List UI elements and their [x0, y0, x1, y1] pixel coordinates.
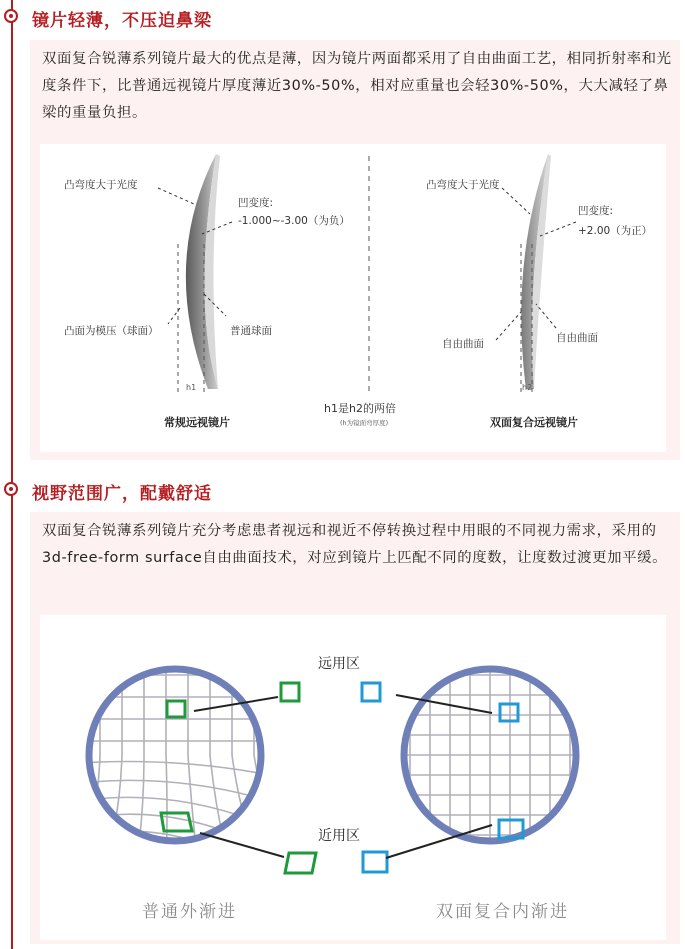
center-subnote: (h为镜面弯厚度): [340, 419, 389, 427]
standard-lens-ring: [89, 669, 261, 841]
label-back: 自由曲面: [556, 332, 598, 344]
caption-standard-progressive: 普通外渐进: [142, 902, 237, 922]
far-zone-callout: [281, 683, 299, 701]
label-concave-value: -1.000~-3.00（为负）: [238, 215, 350, 227]
progressive-zone-figure: [40, 615, 666, 940]
progressive-diagram: [40, 615, 666, 940]
section-paragraph: 双面复合锐薄系列镜片最大的优点是薄，因为镜片两面都采用了自由曲面工艺，相同折射率和光度条件下，比普通远视镜片厚度薄近30%-50%，相对应重量也会轻30%-50%，大大减轻了鼻梁的重量负担。: [42, 51, 672, 121]
near-zone-callout: [363, 852, 387, 872]
section-title: 镜片轻薄，不压迫鼻梁: [32, 11, 212, 31]
label-front: 自由曲面: [442, 338, 484, 350]
caption-compound-lens: 双面复合远视镜片: [490, 416, 578, 429]
near-zone-label: 近用区: [318, 828, 360, 844]
lens-diagram: [40, 144, 666, 452]
label-front: 凸面为模压（球面）: [64, 325, 159, 337]
caption-standard-lens: 常规远视镜片: [164, 416, 230, 429]
lens-thickness-figure: [40, 144, 666, 452]
label-back: 普通球面: [230, 325, 272, 337]
label-h1: h1: [186, 383, 197, 392]
section-bullet-icon: [4, 482, 18, 496]
near-zone-callout: [285, 853, 316, 873]
section-paragraph: 双面复合锐薄系列镜片充分考虑患者视远和视近不停转换过程中用眼的不同视力需求，采用的3d-free-form surface自由曲面技术，对应到镜片上匹配不同的度数，让度数过渡更加平缓。: [42, 523, 668, 566]
label-concave: 凹变度:: [238, 197, 274, 209]
caption-compound-progressive: 双面复合内渐进: [436, 902, 569, 922]
far-zone-marker: [167, 701, 185, 717]
near-zone-marker: [161, 813, 192, 831]
label-concave: 凹变度:: [578, 205, 614, 217]
label-h2: h2: [522, 383, 533, 392]
label-convex: 凸弯度大于光度: [64, 179, 138, 191]
far-zone-callout: [362, 683, 380, 701]
far-zone-label: 远用区: [318, 656, 360, 672]
section-bullet-icon: [4, 9, 18, 23]
far-zone-marker: [500, 704, 518, 721]
section-title: 视野范围广，配戴舒适: [32, 484, 212, 504]
center-note: h1是h2的两倍: [324, 402, 396, 415]
label-convex: 凸弯度大于光度: [426, 179, 500, 191]
timeline-line: [11, 0, 13, 949]
label-concave-value: +2.00（为正）: [578, 225, 653, 237]
